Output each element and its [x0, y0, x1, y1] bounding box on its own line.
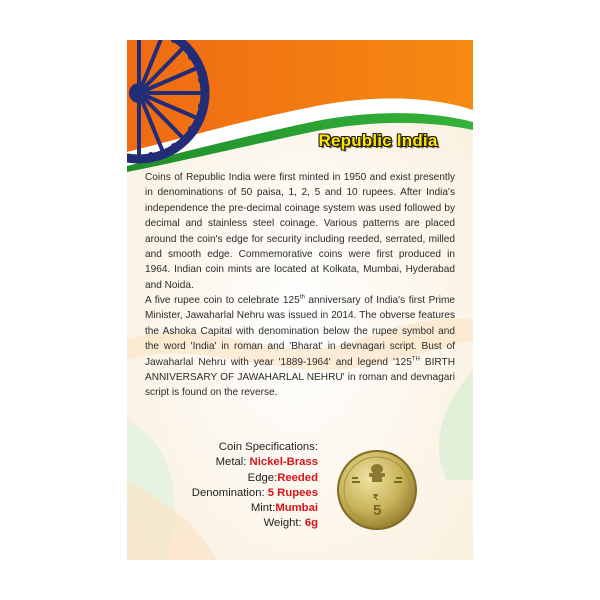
card-title: Republic India: [318, 131, 438, 150]
ordinal-suffix: th: [299, 294, 305, 301]
spec-edge-value: Reeded: [277, 471, 318, 484]
commemorative-paragraph: [145, 293, 455, 401]
specs-heading: Coin Specifications:: [218, 441, 318, 453]
spec-edge-label: Edge:: [247, 471, 278, 484]
spec-metal-value: Nickel-Brass: [249, 456, 318, 469]
coin-denomination: 5: [373, 502, 382, 519]
spec-metal-label: Metal:: [215, 456, 250, 469]
spec-mint: [192, 501, 318, 516]
spec-edge: [192, 471, 318, 486]
history-paragraph: Coins of Republic India were first minted in 1950 and exist presently in denominations of 50 paisa, 1, 2, 5 and 10 rupees. After India's independence the pre-decimal coinage system was used followed by decimal and stainless steel coinage. Various patterns are placed around the coin's edge for security including reeded, serrated, milled and smooth edge. Commemorative coins were first produced in 1964. Indian coin mints are located at Kolkata, Mumbai, Hyderabad and Noida.: [145, 172, 455, 291]
spec-denomination-value: 5 Rupees: [267, 486, 318, 499]
spec-weight-label: Weight:: [263, 517, 305, 530]
para2-text-2: anniversary of India's first Prime Minister, Jawaharlal Nehru was issued in 2014. The obverse features the Ashoka Capital with denomination below the rupee symbol and the word 'India' in roman and 'Bharat' in devnagari script. Bust of Jawaharlal Nehru with year '1889-1964' and legend '125: [145, 295, 456, 368]
svg-text:₹: ₹: [373, 493, 379, 502]
coin-card: [127, 40, 473, 560]
para2-text-1: A five rupee coin to celebrate 125: [145, 295, 300, 306]
spec-metal: [192, 455, 318, 470]
para2-text-3: BIRTH ANNIVERSARY OF JAWAHARLAL NEHRU' in roman and devnagari script is found on the reverse.: [145, 356, 455, 399]
coin-specifications: [192, 440, 318, 532]
ordinal-suffix-upper: TH: [411, 356, 420, 363]
spec-denomination-label: Denomination:: [191, 486, 268, 499]
spec-weight: [192, 516, 318, 531]
spec-weight-value: 6g: [304, 517, 318, 530]
spec-mint-value: Mumbai: [275, 502, 318, 515]
coin-image: [336, 449, 418, 531]
spec-mint-label: Mint:: [250, 502, 276, 515]
spec-denomination: [192, 486, 318, 501]
